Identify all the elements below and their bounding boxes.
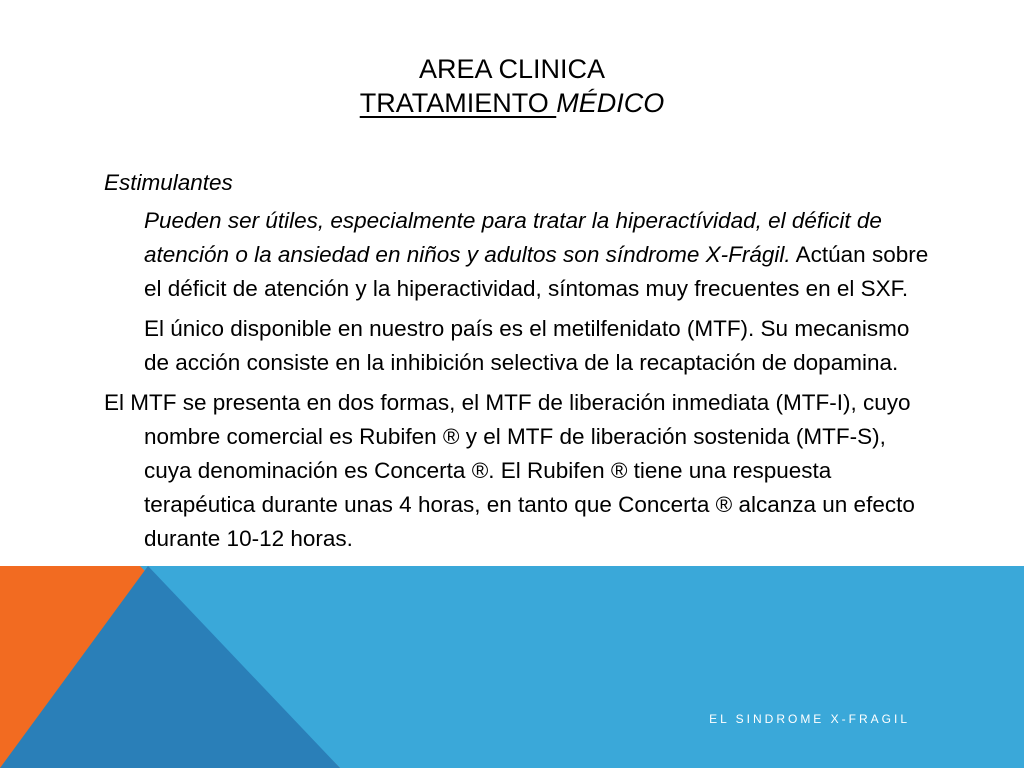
paragraph-mtf-formas: El MTF se presenta en dos formas, el MTF de liberación inmediata (MTF-I), cuyo nombre comercial es Rubifen ® y el MTF de liberación sostenida (MTF-S), cuya denominación es Concerta ®. El Rubifen ® tiene una respuesta terapéutica durante unas 4 horas, en tanto que Concerta ® alcanza un efecto durante 10-12 horas.: [104, 390, 915, 551]
title-tratamiento: TRATAMIENTO: [359, 88, 557, 118]
paragraph-metilfenidato: El único disponible en nuestro país es el metilfenidato (MTF). Su mecanismo de acción consiste en la inhibición selectiva de la recaptación de dopamina.: [144, 316, 910, 375]
title-line-area-clinica: AREA CLINICA: [418, 54, 606, 84]
slide-title: [0, 52, 1024, 120]
paragraph-estimulantes-uso: [104, 204, 934, 306]
slide-body: [104, 166, 934, 560]
paragraph-estimulantes-normal: Actúan sobre el déficit de atención y la hiperactividad, síntomas muy frecuentes en el SXF.: [144, 242, 929, 301]
heading-estimulantes: Estimulantes: [104, 170, 233, 195]
paragraph-estimulantes-italic: Pueden ser útiles, especialmente para tratar la hiperactívidad, el déficit de atención o la ansiedad en niños y adultos son síndrome X-Frágil.: [144, 208, 882, 267]
title-line-tratamiento-medico: [0, 86, 1024, 120]
footer-text: EL SINDROME X-FRAGIL: [709, 712, 910, 726]
title-medico: MÉDICO: [556, 88, 665, 118]
